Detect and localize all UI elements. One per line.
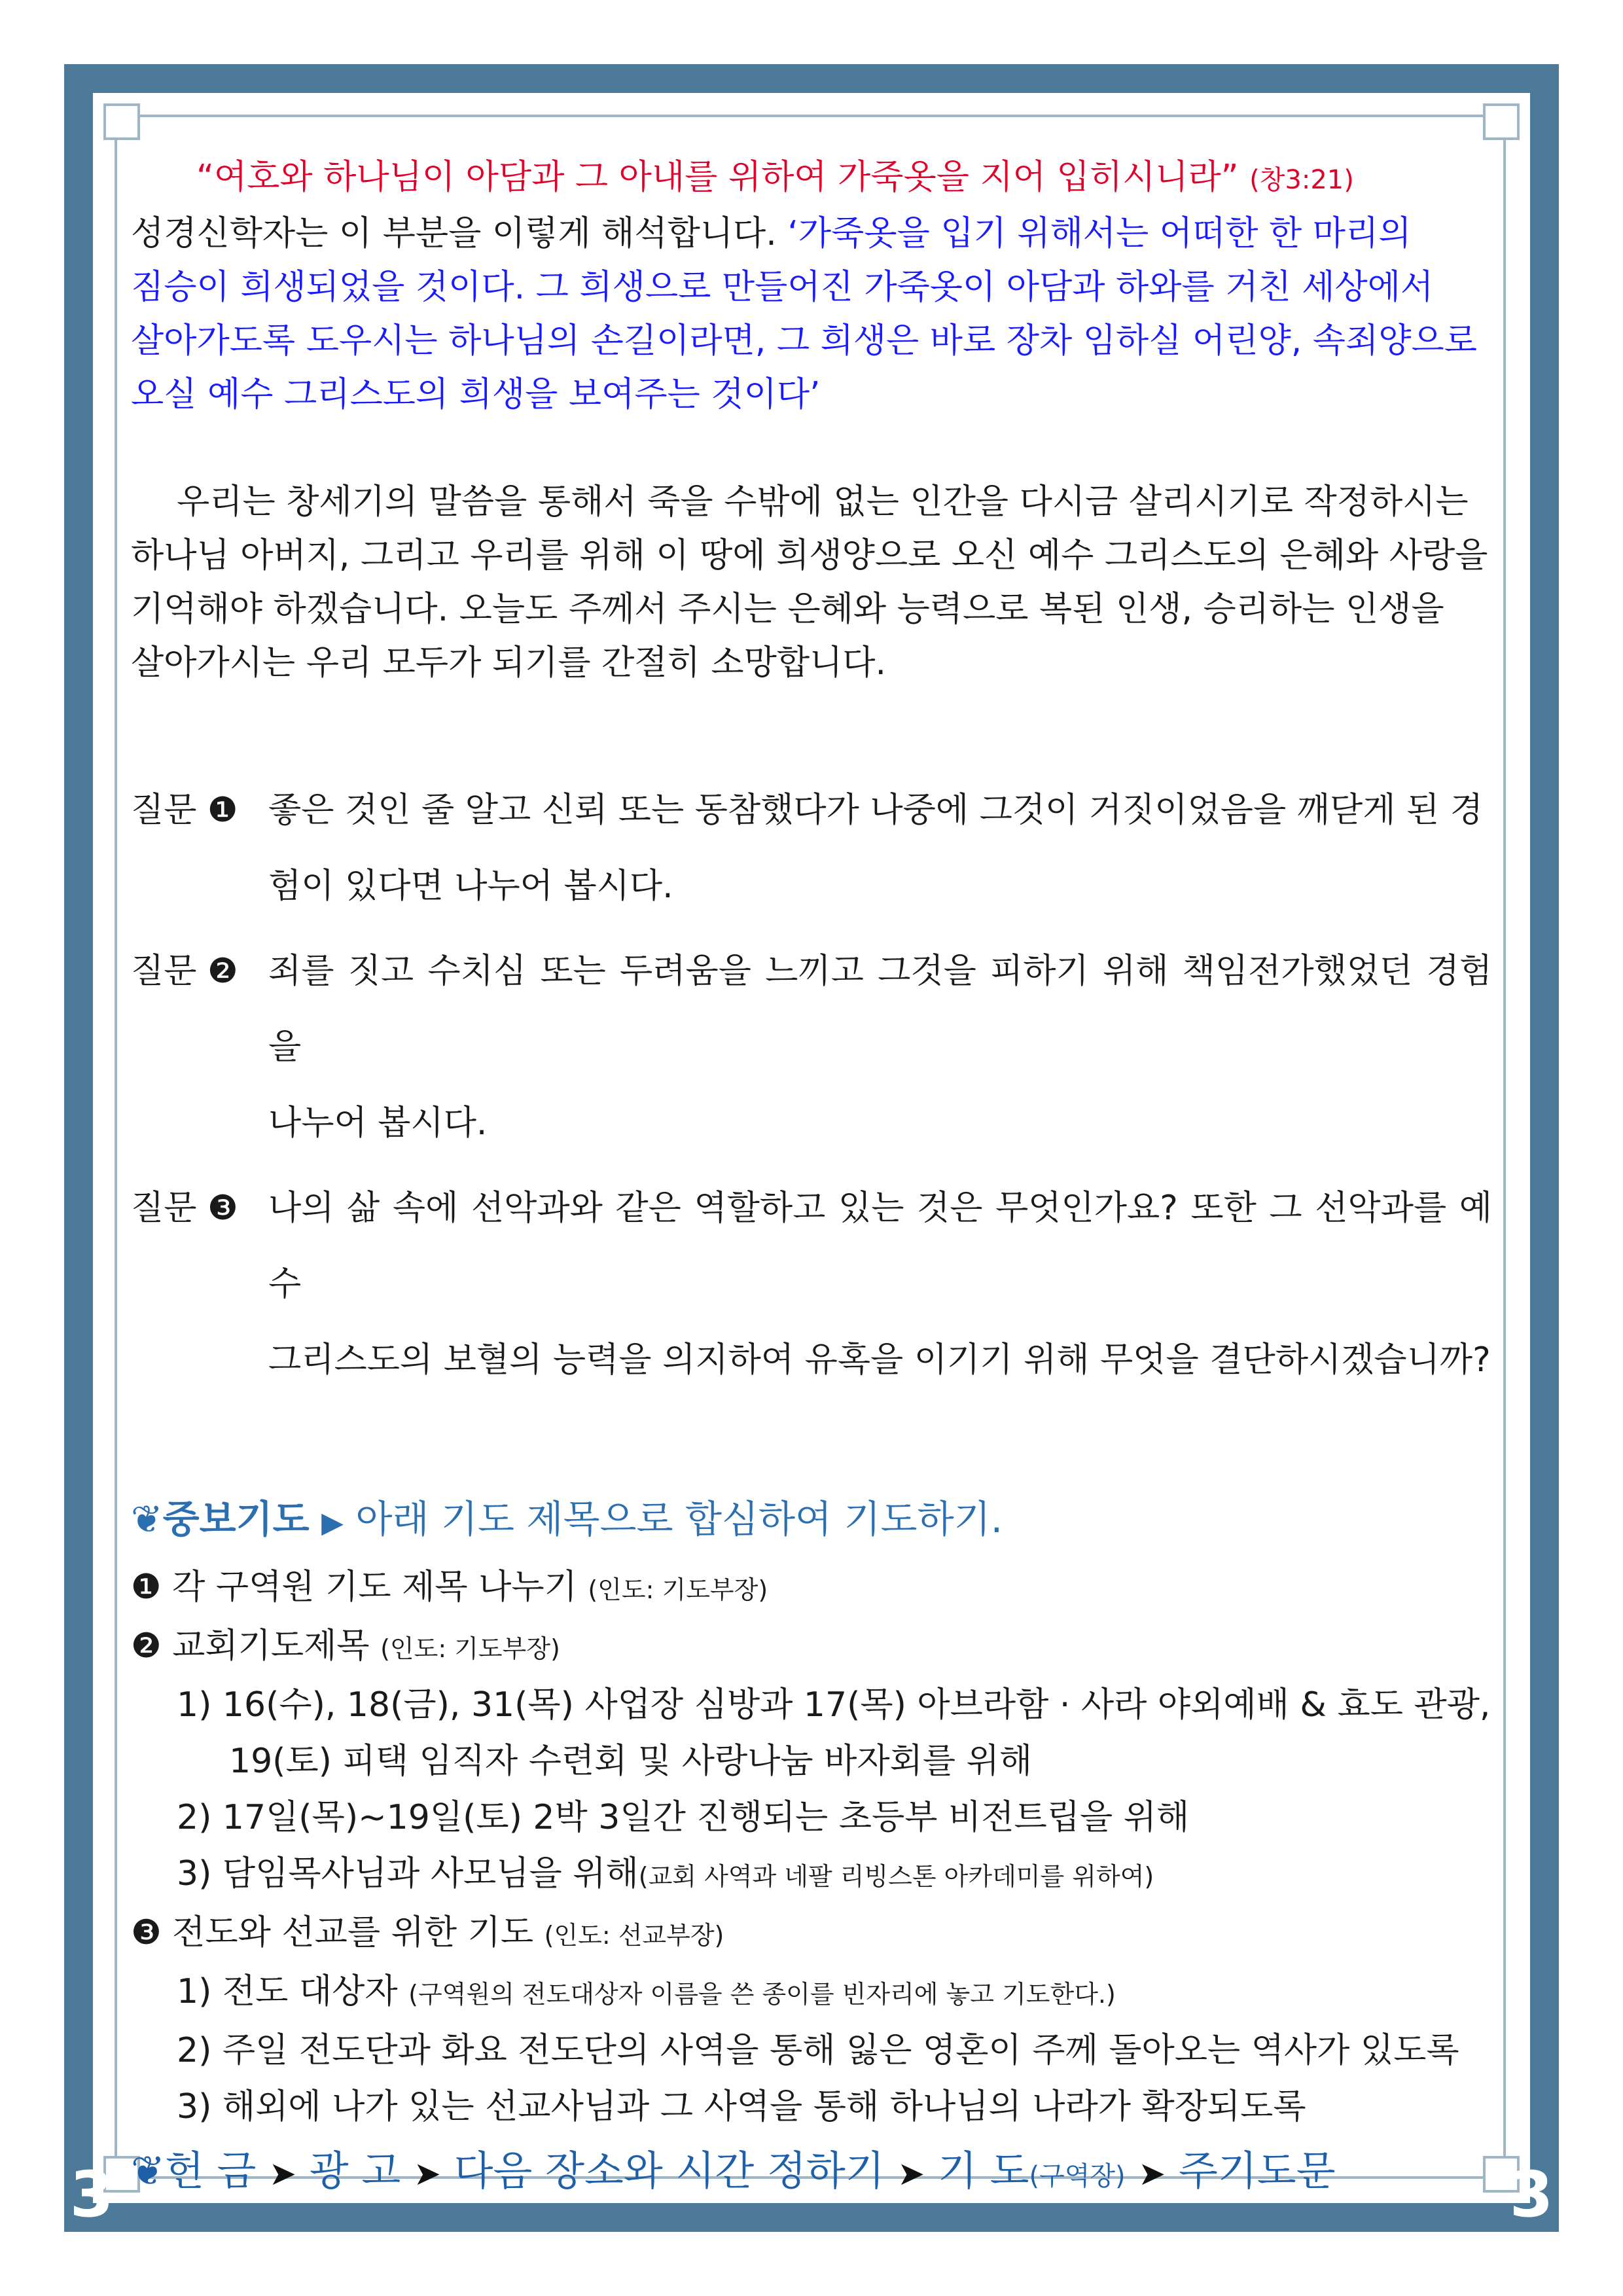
page-content <box>131 151 1492 2212</box>
prayer-item-3 <box>131 1905 1492 1964</box>
page-number-left: 3 <box>69 2158 114 2231</box>
question-label: 질문 ❷ <box>131 952 238 991</box>
service-order-footer <box>131 2135 1492 2212</box>
page-number-right: 3 <box>1509 2158 1554 2231</box>
corner-ornament-top-left <box>103 103 140 140</box>
play-triangle-icon: ▶ <box>321 1506 344 1539</box>
prayer-item-note: (구역원의 전도대상자 이름을 쓴 종이를 빈자리에 놓고 기도한다.) <box>408 1980 1116 2009</box>
church-prayer-1-cont: 19(토) 피택 임직자 수련회 및 사랑나눔 바자회를 위해 <box>229 1742 1033 1781</box>
church-prayer-3 <box>131 1846 1492 1905</box>
interp-line-3: 살아가도록 도우시는 하나님의 손길이라면, 그 희생은 바로 장차 임하실 어린양, 속죄양으로 <box>131 321 1477 361</box>
prayer-item-text: ❷ 교회기도제목 <box>131 1626 370 1666</box>
question-line: 그리스도의 보혈의 능력을 의지하여 유혹을 이기기 위해 무엇을 결단하시겠습니까? <box>268 1340 1491 1380</box>
corner-ornament-top-right <box>1483 103 1520 140</box>
para-line-3: 기억해야 하겠습니다. 오늘도 주께서 주시는 은혜와 능력으로 복된 인생, 승리하는 인생을 <box>131 590 1444 629</box>
interpretation <box>131 207 1492 422</box>
arrow-icon: ➤ <box>414 2155 441 2193</box>
prayer-item-note: (인도: 기도부장) <box>588 1575 768 1604</box>
prayer-item-note: (인도: 기도부장) <box>380 1634 560 1663</box>
verse-quote: “여호와 하나님이 아담과 그 아내를 위하여 가죽옷을 지어 입히시니라” <box>196 158 1239 197</box>
prayer-item-text: 1) 전도 대상자 <box>177 1972 398 2011</box>
prayer-item-note: (교회 사역과 네팔 리빙스톤 아카데미를 위하여) <box>638 1862 1154 1891</box>
church-prayer-2: 2) 17일(목)~19일(토) 2박 3일간 진행되는 초등부 비전트립을 위해 <box>177 1798 1190 1837</box>
evangelism-prayer-2: 2) 주일 전도단과 화요 전도단의 사역을 통해 잃은 영혼이 주께 돌아오는 역사가 있도록 <box>177 2031 1459 2070</box>
arrow-icon: ➤ <box>1138 2155 1166 2193</box>
para-line-1: 우리는 창세기의 말씀을 통해서 죽을 수밖에 없는 인간을 다시금 살리시기로 작정하시는 <box>177 482 1469 522</box>
question-line: 험이 있다면 나누어 봅시다. <box>268 867 673 906</box>
interp-line-4: 오실 예수 그리스도의 희생을 보여주는 것이다’ <box>131 375 821 414</box>
order-lords-prayer: 주기도문 <box>1179 2147 1336 2195</box>
order-prayer-note: (구역장) <box>1029 2161 1126 2191</box>
question-3 <box>131 1170 1492 1398</box>
question-line: 죄를 짓고 수치심 또는 두려움을 느끼고 그것을 피하기 위해 책임전가했었던 경험을 <box>268 952 1492 1067</box>
prayer-subtitle: 아래 기도 제목으로 합심하여 기도하기. <box>355 1497 1003 1541</box>
interp-lead: 성경신학자는 이 부분을 이렇게 해석합니다. <box>131 214 777 253</box>
arrow-icon: ➤ <box>269 2155 297 2193</box>
question-line: 나의 삶 속에 선악과와 같은 역할하고 있는 것은 무엇인가요? 또한 그 선악과를 예수 <box>268 1189 1492 1304</box>
interp-quote-start: ‘가죽옷을 입기 위해서는 어떠한 한 마리의 <box>787 214 1412 253</box>
verse-reference: (창3:21) <box>1249 165 1354 195</box>
question-1 <box>131 772 1492 924</box>
para-line-2: 하나님 아버지, 그리고 우리를 위해 이 땅에 희생양으로 오신 예수 그리스도의 은혜와 사랑을 <box>131 536 1488 575</box>
question-line: 좋은 것인 줄 알고 신뢰 또는 동참했다가 나중에 그것이 거짓이었음을 깨닫게 된 경 <box>268 791 1484 830</box>
intercessory-prayer <box>131 1483 1492 2135</box>
scripture-verse <box>131 151 1492 207</box>
order-prayer: 기 도 <box>938 2147 1029 2195</box>
order-next-meeting: 다음 장소와 시간 정하기 <box>454 2147 885 2195</box>
prayer-item-note: (인도: 선교부장) <box>544 1921 724 1950</box>
arrow-icon: ➤ <box>897 2155 925 2193</box>
evangelism-prayer-1 <box>131 1964 1492 2022</box>
order-offering: ❦헌 금 <box>131 2147 257 2195</box>
prayer-title: ❦중보기도 <box>131 1497 310 1541</box>
interp-line-2: 짐승이 희생되었을 것이다. 그 희생으로 만들어진 가죽옷이 아담과 하와를 거친 세상에서 <box>131 268 1434 307</box>
evangelism-prayer-3: 3) 해외에 나가 있는 선교사님과 그 사역을 통해 하나님의 나라가 확장되도록 <box>177 2087 1306 2126</box>
para-line-4: 살아가시는 우리 모두가 되기를 간절히 소망합니다. <box>131 643 887 683</box>
interp-line-1 <box>131 207 1492 260</box>
prayer-item-text: 3) 담임목사님과 사모님을 위해 <box>177 1854 639 1893</box>
question-2 <box>131 933 1492 1161</box>
order-announcements: 광 고 <box>309 2147 401 2195</box>
discussion-questions <box>131 772 1492 1398</box>
prayer-item-text: ❸ 전도와 선교를 위한 기도 <box>131 1913 534 1952</box>
question-line: 나누어 봅시다. <box>268 1103 488 1143</box>
question-label: 질문 ❸ <box>131 1189 238 1228</box>
question-label: 질문 ❶ <box>131 791 238 830</box>
church-prayer-1: 1) 16(수), 18(금), 31(목) 사업장 심방과 17(목) 아브라함 · 사라 야외예배 & 효도 관광, <box>177 1685 1491 1725</box>
prayer-heading <box>131 1483 1492 1559</box>
prayer-item-1 <box>131 1559 1492 1618</box>
exhortation-paragraph <box>131 475 1492 690</box>
prayer-item-2 <box>131 1618 1492 1677</box>
prayer-item-text: ❶ 각 구역원 기도 제목 나누기 <box>131 1568 577 1607</box>
